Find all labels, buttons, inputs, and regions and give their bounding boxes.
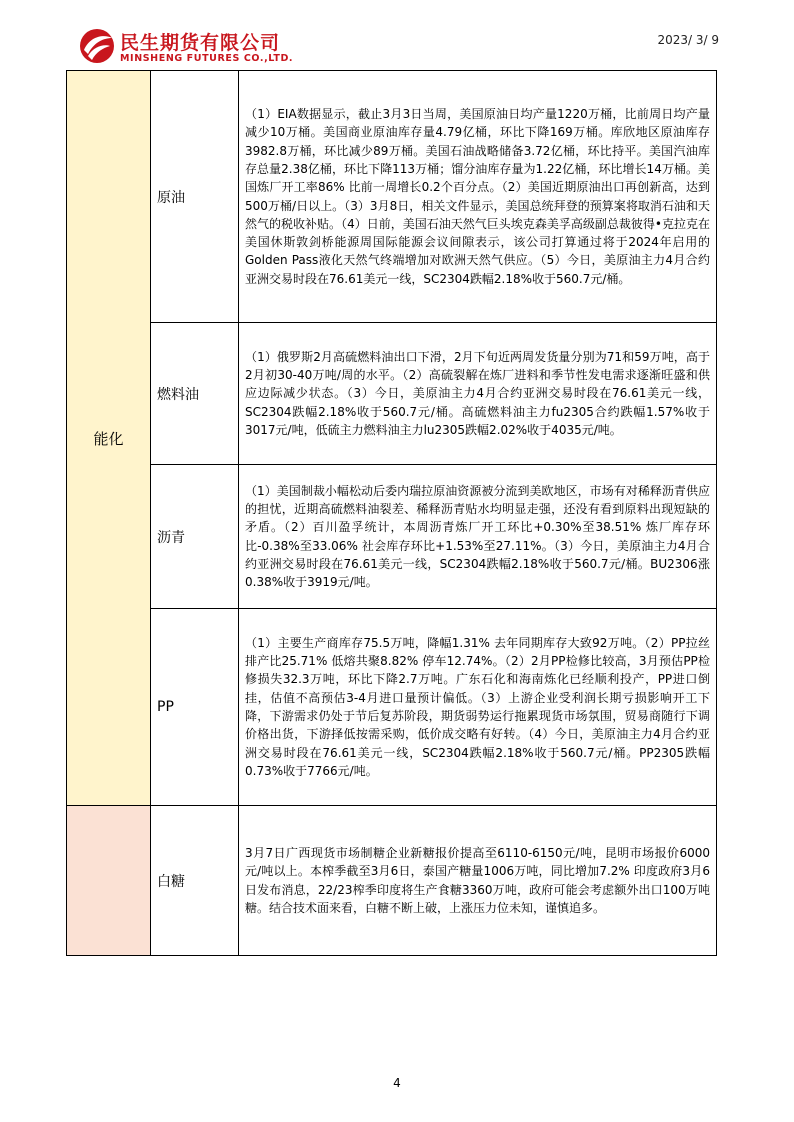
table-row [67, 465, 717, 609]
table-row [67, 323, 717, 465]
product-fuel-oil: 燃料油 [151, 323, 239, 465]
product-commentary: （1）美国制裁小幅松动后委内瑞拉原油资源被分流到美欧地区，市场有对稀释沥青供应的担忧，近期高硫燃料油裂差、稀释沥青贴水均明显走强，还没有看到原料出现短缺的矛盾。（2）百川盈孚统计，本周沥青炼厂开工环比+0.30%至38.51% 炼厂库存环比-0.38%至33.06% 社会库存环比+1.53%至27.11%。（3）今日，美原油主力4月合约亚洲交易时段在76.61美元一线，SC2304跌幅2.18%收于560.7元/桶。BU2306涨0.38%收于3919元/吨。 [239, 465, 717, 609]
product-commentary: （1）EIA数据显示，截止3月3日当周，美国原油日均产量1220万桶，比前周日均产量减少10万桶。美国商业原油库存量4.79亿桶，环比下降169万桶。库欣地区原油库存3982.8万桶，环比减少89万桶。美国石油战略储备3.72亿桶，环比持平。美国汽油库存总量2.38亿桶，环比下降113万桶；馏分油库存量为1.22亿桶，环比增长14万桶。美国炼厂开工率86% 比前一周增长0.2个百分点。（2）美国近期原油出口再创新高，达到500万桶/日以上。（3）3月8日，相关文件显示，美国总统拜登的预算案将取消石油和天然气的税收补贴。（4）日前，美国石油天然气巨头埃克森美孚高级副总裁彼得•克拉克在美国休斯敦剑桥能源周国际能源会议间隙表示，该公司打算通过将于2024年启用的Golden Pass液化天然气终端增加对欧洲天然气供应。（5）今日，美原油主力4月合约亚洲交易时段在76.61美元一线，SC2304跌幅2.18%收于560.7元/桶。 [239, 71, 717, 323]
product-commentary: （1）俄罗斯2月高硫燃料油出口下滑，2月下旬近两周发货量分别为71和59万吨，高于2月初30-40万吨/周的水平。（2）高硫裂解在炼厂进料和季节性发电需求逐渐旺盛和供应边际减少状态。（3）今日，美原油主力4月合约亚洲交易时段在76.61美元一线，SC2304跌幅2.18%收于560.7元/桶。高硫燃料油主力fu2305合约跌幅1.57%收于3017元/吨，低硫主力燃料油主力lu2305跌幅2.02%收于4035元/吨。 [239, 323, 717, 465]
product-crude-oil: 原油 [151, 71, 239, 323]
product-commentary: 3月7日广西现货市场制糖企业新糖报价提高至6110-6150元/吨，昆明市场报价6000元/吨以上。本榨季截至3月6日，泰国产糖量1006万吨，同比增加7.2% 印度政府3月6日发布消息，22/23榨季印度将生产食糖3360万吨，政府可能会考虑额外出口100万吨糖。结合技术面来看，白糖不断上破，上涨压力位未知，谨慎追多。 [239, 806, 717, 956]
report-date: 2023/ 3/ 9 [657, 33, 719, 47]
product-sugar: 白糖 [151, 806, 239, 956]
sector-agriculture [67, 806, 151, 956]
table-row [67, 609, 717, 806]
commodity-table [66, 70, 717, 956]
company-logo [78, 26, 328, 70]
company-name-en: MINSHENG FUTURES CO.,LTD. [120, 53, 294, 64]
product-commentary: （1）主要生产商库存75.5万吨，降幅1.31% 去年同期库存大致92万吨。（2）PP拉丝排产比25.71% 低熔共聚8.82% 停车12.74%。（2）2月PP检修比较高，3月预估PP检修损失32.3万吨，环比下降2.7万吨。广东石化和海南炼化已经顺利投产，PP进口倒挂，估值不高预估3-4月进口量预计偏低。（3）上游企业受利润长期亏损影响开工下降，下游需求仍处于节后复苏阶段，期货弱势运行拖累现货市场氛围，贸易商随行下调价格出货，下游择低按需采购，低价成交略有好转。（4）今日，美原油主力4月合约亚洲交易时段在76.61美元一线，SC2304跌幅2.18%收于560.7元/桶。PP2305跌幅0.73%收于7766元/吨。 [239, 609, 717, 806]
company-name-cn: 民生期货有限公司 [120, 32, 281, 54]
product-asphalt: 沥青 [151, 465, 239, 609]
page-number: 4 [393, 1076, 401, 1090]
minsheng-logo-icon [78, 26, 116, 66]
product-pp: PP [151, 609, 239, 806]
table-row [67, 71, 717, 323]
sector-energy: 能化 [67, 71, 151, 806]
table-row [67, 806, 717, 956]
